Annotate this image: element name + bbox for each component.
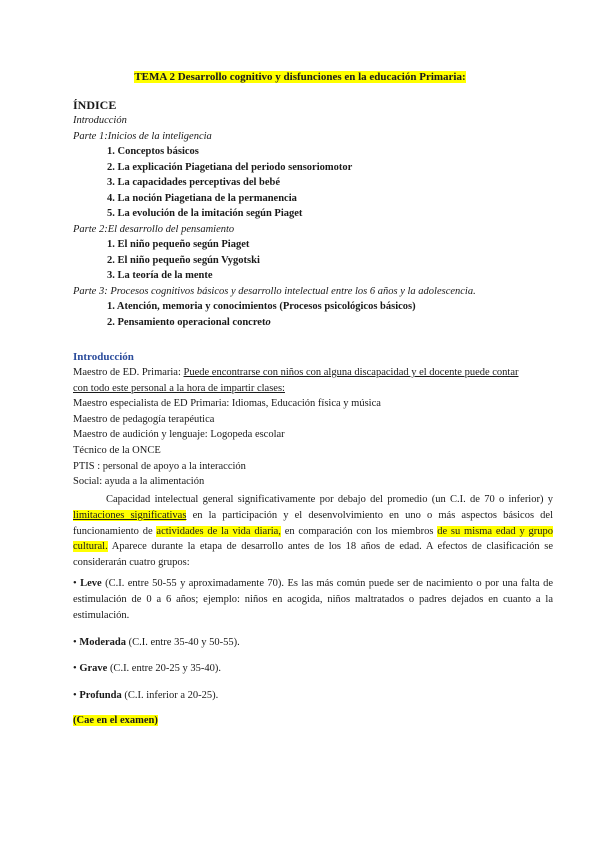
- toc-part-2: Parte 2:El desarrollo del pensamiento: [73, 223, 235, 235]
- bullet: •: [73, 663, 77, 674]
- toc-item: 2. El niño pequeño según Vygotski: [107, 254, 260, 266]
- staff-line: Social: ayuda a la alimentación: [73, 476, 205, 488]
- highlight-run: de su misma edad y grupo cultural.: [73, 525, 554, 553]
- exam-note: [73, 714, 158, 728]
- document-title: [0, 70, 600, 84]
- grade-label: Leve: [80, 578, 102, 589]
- text-run: en comparación con los miembros: [280, 525, 438, 537]
- grade-text: (C.I. entre 50-55 y aproximadamente 70). Es las más común puede ser de nacimiento o por una falta de estimulación de 0 a 6 años; ejemplo: niños en acogida, niños maltratados o padres dejados en cuanto a la estimulación.: [73, 578, 553, 621]
- intro-line-underlined-2: con todo este personal a la hora de impartir clases:: [73, 382, 285, 394]
- toc-item: 1. Conceptos básicos: [107, 146, 199, 157]
- text-run: en la participación y el desenvolvimiento en uno o más aspectos básicos del funcionamiento de: [73, 509, 553, 537]
- bullet: •: [73, 690, 77, 701]
- bullet: •: [73, 637, 77, 648]
- text-run: Capacidad intelectual general significativamente por debajo del promedio (un C.I. de 70 o inferior) y: [106, 494, 553, 505]
- intro-line: [73, 365, 553, 381]
- toc-item: 2. La explicación Piagetiana del periodo sensoriomotor: [107, 161, 353, 173]
- section-heading: Introducción: [73, 351, 134, 363]
- grade-label: Grave: [79, 663, 108, 674]
- grade-label: Moderada: [79, 637, 126, 648]
- toc-item: 3. La capacidades perceptivas del bebé: [107, 177, 281, 188]
- staff-line: Técnico de la ONCE: [73, 444, 161, 456]
- grade-grave: [73, 661, 553, 676]
- toc-item: 1. Atención, memoria y conocimientos (Procesos psicológicos básicos): [107, 301, 416, 312]
- toc-item: [73, 315, 543, 331]
- grade-label: Profunda: [79, 690, 122, 701]
- staff-line: Maestro de audición y lenguaje: Logopeda escolar: [73, 429, 285, 441]
- staff-line: PTIS : personal de apoyo a la interacción: [73, 460, 246, 472]
- table-of-contents: [73, 113, 543, 330]
- grade-leve: [73, 576, 553, 623]
- index-heading: ÍNDICE: [73, 98, 117, 112]
- toc-item: 4. La noción Piagetiana de la permanencia: [107, 192, 297, 204]
- highlight-run: limitaciones significativas: [73, 509, 187, 521]
- staff-line: Maestro especialista de ED Primaria: Idiomas, Educación física y música: [73, 398, 381, 410]
- intro-section: [73, 350, 553, 490]
- toc-item-text: 2. Pensamiento operacional concret: [107, 316, 266, 328]
- toc-part-3: Parte 3: Procesos cognitivos básicos y desarrollo intelectual entre los 6 años y la adolescencia.: [73, 285, 476, 297]
- text-run: Aparece durante la etapa de desarrollo antes de los 18 años de edad. A efectos de clasificación se considerarán cuatro grupos:: [73, 541, 553, 569]
- grade-text: (C.I. entre 20-25 y 35-40).: [107, 663, 222, 674]
- highlight-run: actividades de la vida diaria,: [156, 525, 281, 537]
- grade-text: (C.I. entre 35-40 y 50-55).: [125, 637, 240, 648]
- exam-note-text: (Cae en el examen): [73, 715, 158, 726]
- grade-moderada: [73, 635, 553, 650]
- staff-line: Maestro de pedagogía terapéutica: [73, 413, 215, 425]
- definition-paragraph: [73, 492, 553, 571]
- intro-line-label: Maestro de ED. Primaria:: [73, 367, 184, 378]
- bullet: •: [73, 578, 77, 589]
- toc-part-1: Parte 1:Inicios de la inteligencia: [73, 130, 212, 142]
- toc-intro: Introducción: [73, 115, 127, 126]
- intro-line-underlined: Puede encontrarse con niños con alguna discapacidad y el docente puede contar: [183, 367, 519, 378]
- title-text: TEMA 2 Desarrollo cognitivo y disfunciones en la educación Primaria:: [134, 71, 466, 83]
- toc-item: 5. La evolución de la imitación según Piaget: [107, 208, 303, 219]
- grade-profunda: [73, 688, 553, 703]
- toc-item: 1. El niño pequeño según Piaget: [107, 239, 250, 250]
- grade-text: (C.I. inferior a 20-25).: [121, 690, 219, 701]
- toc-item-tail: o: [265, 316, 271, 328]
- toc-item: 3. La teoría de la mente: [107, 270, 213, 281]
- definition-text: [73, 492, 553, 571]
